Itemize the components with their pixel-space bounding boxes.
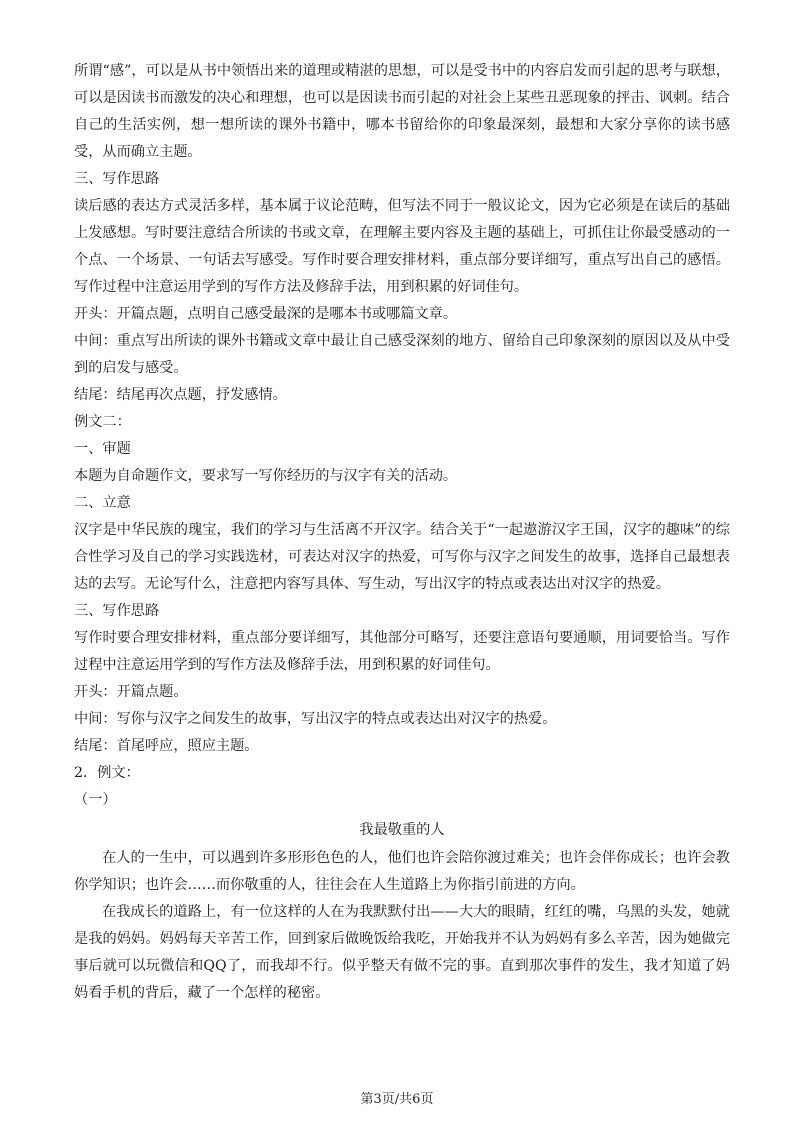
heading-theme: 二、立意 <box>74 495 131 511</box>
page-number: 第3页/共6页 <box>360 1092 434 1107</box>
example-two-label: 例文二： <box>74 414 131 430</box>
theme-paragraph: 汉字是中华民族的瑰宝，我们的学习与生活离不开汉字。结合关于“一起遨游汉字王国，汉字的趣味”的综合性学习及自己的学习实践选材，可表达对汉字的热爱，可写你与汉字之间发生的故事，选择自己最想表达的去写。无论写什么，注意把内容写具体、写生动，写出汉字的特点或表达出对汉字的热爱。 <box>74 522 730 592</box>
document-page <box>74 58 730 1007</box>
essay-paragraph-1: 在人的一生中，可以遇到许多形形色色的人，他们也许会陪你渡过难关；也许会伴你成长；也许会教你学知识；也许会……而你敬重的人，往往会在人生道路上为你指引前进的方向。 <box>74 850 730 893</box>
heading-writing-approach-2: 三、写作思路 <box>74 603 160 619</box>
outline-end: 结尾：结尾再次点题，抒发感情。 <box>74 387 287 403</box>
intro-paragraph: 所谓“感”，可以是从书中领悟出来的道理或精湛的思想，可以是受书中的内容启发而引起的思考与联想，可以是因读书而激发的决心和理想，也可以是因读书而引起的对社会上某些丑恶现象的抨击、讽刺。结合自己的生活实例，想一想所读的课外书籍中，哪本书留给你的印象最深刻，最想和大家分享你的读书感受，从而确立主题。 <box>74 63 730 160</box>
essay-number-label: 2．例文： <box>74 765 140 781</box>
heading-writing-approach: 三、写作思路 <box>74 171 160 187</box>
outline-end-2: 结尾：首尾呼应，照应主题。 <box>74 738 259 754</box>
topic-review-paragraph: 本题为自命题作文，要求写一写你经历的与汉字有关的活动。 <box>74 468 458 484</box>
outline-start: 开头：开篇点题，点明自己感受最深的是哪本书或哪篇文章。 <box>74 306 458 322</box>
writing-approach-paragraph: 读后感的表达方式灵活多样，基本属于议论范畴，但写法不同于一般议论文，因为它必须是在读后的基础上发感想。写时要注意结合所读的书或文章，在理解主要内容及主题的基础上，可抓住让你最受感动的一个点、一个场景、一句话去写感受。写作时要合理安排材料，重点部分要详细写，重点写出自己的感悟。写作过程中注意运用学到的写作方法及修辞手法，用到积累的好词佳句。 <box>74 198 730 295</box>
essay-title: 我最敬重的人 <box>359 822 445 838</box>
essay-sub-label: （一） <box>74 792 117 808</box>
essay-paragraph-2: 在我成长的道路上，有一位这样的人在为我默默付出——大大的眼睛，红红的嘴，乌黑的头发，她就是我的妈妈。妈妈每天辛苦工作，回到家后做晚饭给我吃，开始我并不认为妈妈有多么辛苦，因为她做完事后就可以玩微信和QQ了，而我却不行。似乎整天有做不完的事。直到那次事件的发生，我才知道了妈妈看手机的背后，藏了一个怎样的秘密。 <box>74 904 730 1001</box>
writing-approach-paragraph-2: 写作时要合理安排材料，重点部分要详细写，其他部分可略写，还要注意语句要通顺，用词要恰当。写作过程中注意运用学到的写作方法及修辞手法，用到积累的好词佳句。 <box>74 630 730 673</box>
heading-topic-review: 一、审题 <box>74 441 131 457</box>
outline-start-2: 开头：开篇点题。 <box>74 684 188 700</box>
outline-middle: 中间：重点写出所读的课外书籍或文章中最让自己感受深刻的地方、留给自己印象深刻的原因以及从中受到的启发与感受。 <box>74 333 730 376</box>
outline-middle-2: 中间：写你与汉字之间发生的故事，写出汉字的特点或表达出对汉字的热爱。 <box>74 711 557 727</box>
